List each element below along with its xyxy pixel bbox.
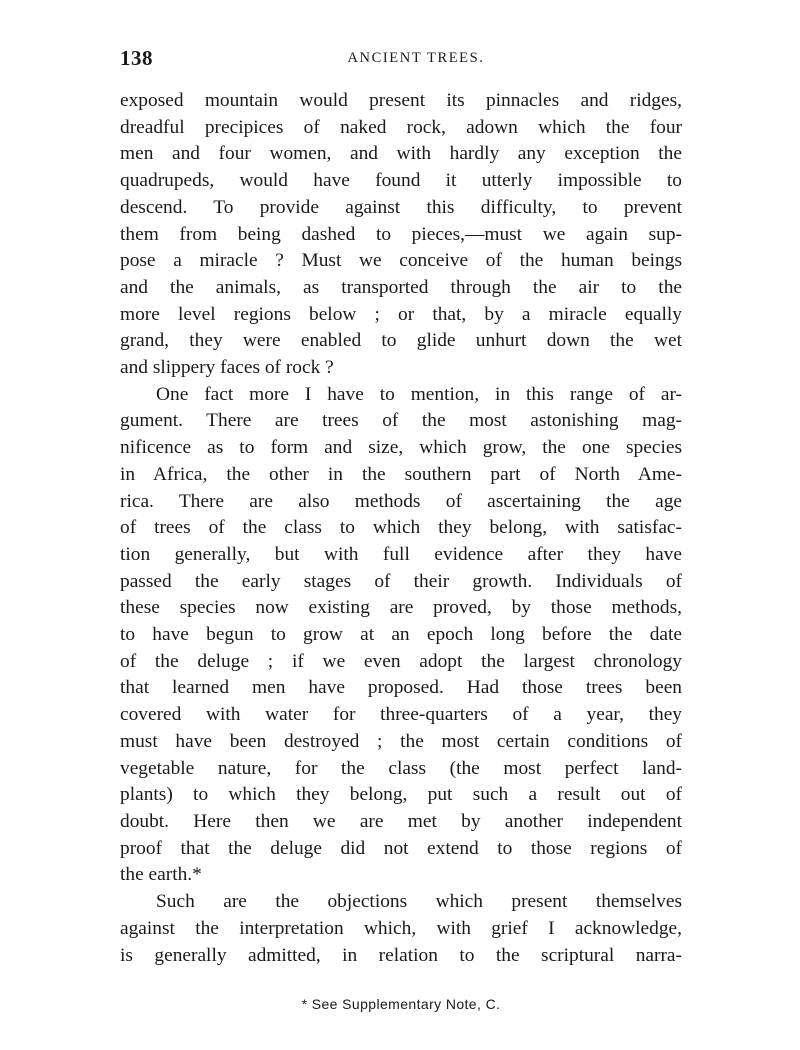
text-line: gument. There are trees of the most astonishing mag- [120, 410, 682, 432]
paragraph-end-line: and slippery faces of rock ? [120, 357, 334, 379]
text-line: them from being dashed to pieces,—must we again sup- [120, 223, 682, 245]
text-line: vegetable nature, for the class (the most perfect land- [120, 757, 682, 779]
text-line: of the deluge ; if we even adopt the largest chronology [120, 650, 682, 672]
text-line: against the interpretation which, with grief I acknowledge, [120, 917, 682, 939]
text-line: in Africa, the other in the southern part of North Ame- [120, 463, 682, 485]
text-line: and the animals, as transported through the air to the [120, 276, 682, 298]
text-line: covered with water for three-quarters of a year, they [120, 704, 682, 726]
text-line: is generally admitted, in relation to the scriptural narra- [120, 944, 682, 966]
text-line: exposed mountain would present its pinnacles and ridges, [120, 90, 682, 111]
text-line: plants) to which they belong, put such a result out of [120, 784, 682, 806]
footnote: * See Supplementary Note, C. [301, 996, 501, 1012]
text-line: pose a miracle ? Must we conceive of the human beings [120, 250, 682, 272]
text-line: passed the early stages of their growth. Individuals of [120, 570, 682, 592]
text-line: that learned men have proposed. Had those trees been [120, 677, 682, 699]
text-line: must have been destroyed ; the most certain conditions of [120, 730, 682, 752]
text-line: rica. There are also methods of ascertaining the age [120, 490, 682, 512]
text-line: descend. To provide against this difficulty, to prevent [120, 196, 682, 218]
text-line: quadrupeds, would have found it utterly impossible to [120, 170, 682, 192]
text-line: to have begun to grow at an epoch long before the date [120, 624, 682, 646]
text-line: these species now existing are proved, by those methods, [120, 597, 682, 619]
running-head [120, 46, 682, 76]
text-line: of trees of the class to which they belong, with satisfac- [120, 517, 682, 539]
paragraph-end-line: the earth.* [120, 864, 202, 886]
text-line: doubt. Here then we are met by another independent [120, 810, 682, 832]
paragraph-start-line: Such are the objections which present themselves [156, 891, 682, 913]
body-text [120, 88, 682, 969]
text-line: nificence as to form and size, which grow, the one species [120, 437, 682, 459]
text-line: proof that the deluge did not extend to those regions of [120, 837, 682, 859]
running-title: ANCIENT TREES. [347, 50, 485, 66]
paragraph-start-line: One fact more I have to mention, in this range of ar- [156, 383, 682, 405]
text-line: men and four women, and with hardly any exception the [120, 143, 682, 165]
text-line: more level regions below ; or that, by a miracle equally [120, 303, 682, 325]
page-number: 138 [120, 46, 153, 70]
text-line: tion generally, but with full evidence after they have [120, 543, 682, 565]
text-line: grand, they were enabled to glide unhurt down the wet [120, 330, 682, 352]
text-line: dreadful precipices of naked rock, adown which the four [120, 116, 682, 138]
